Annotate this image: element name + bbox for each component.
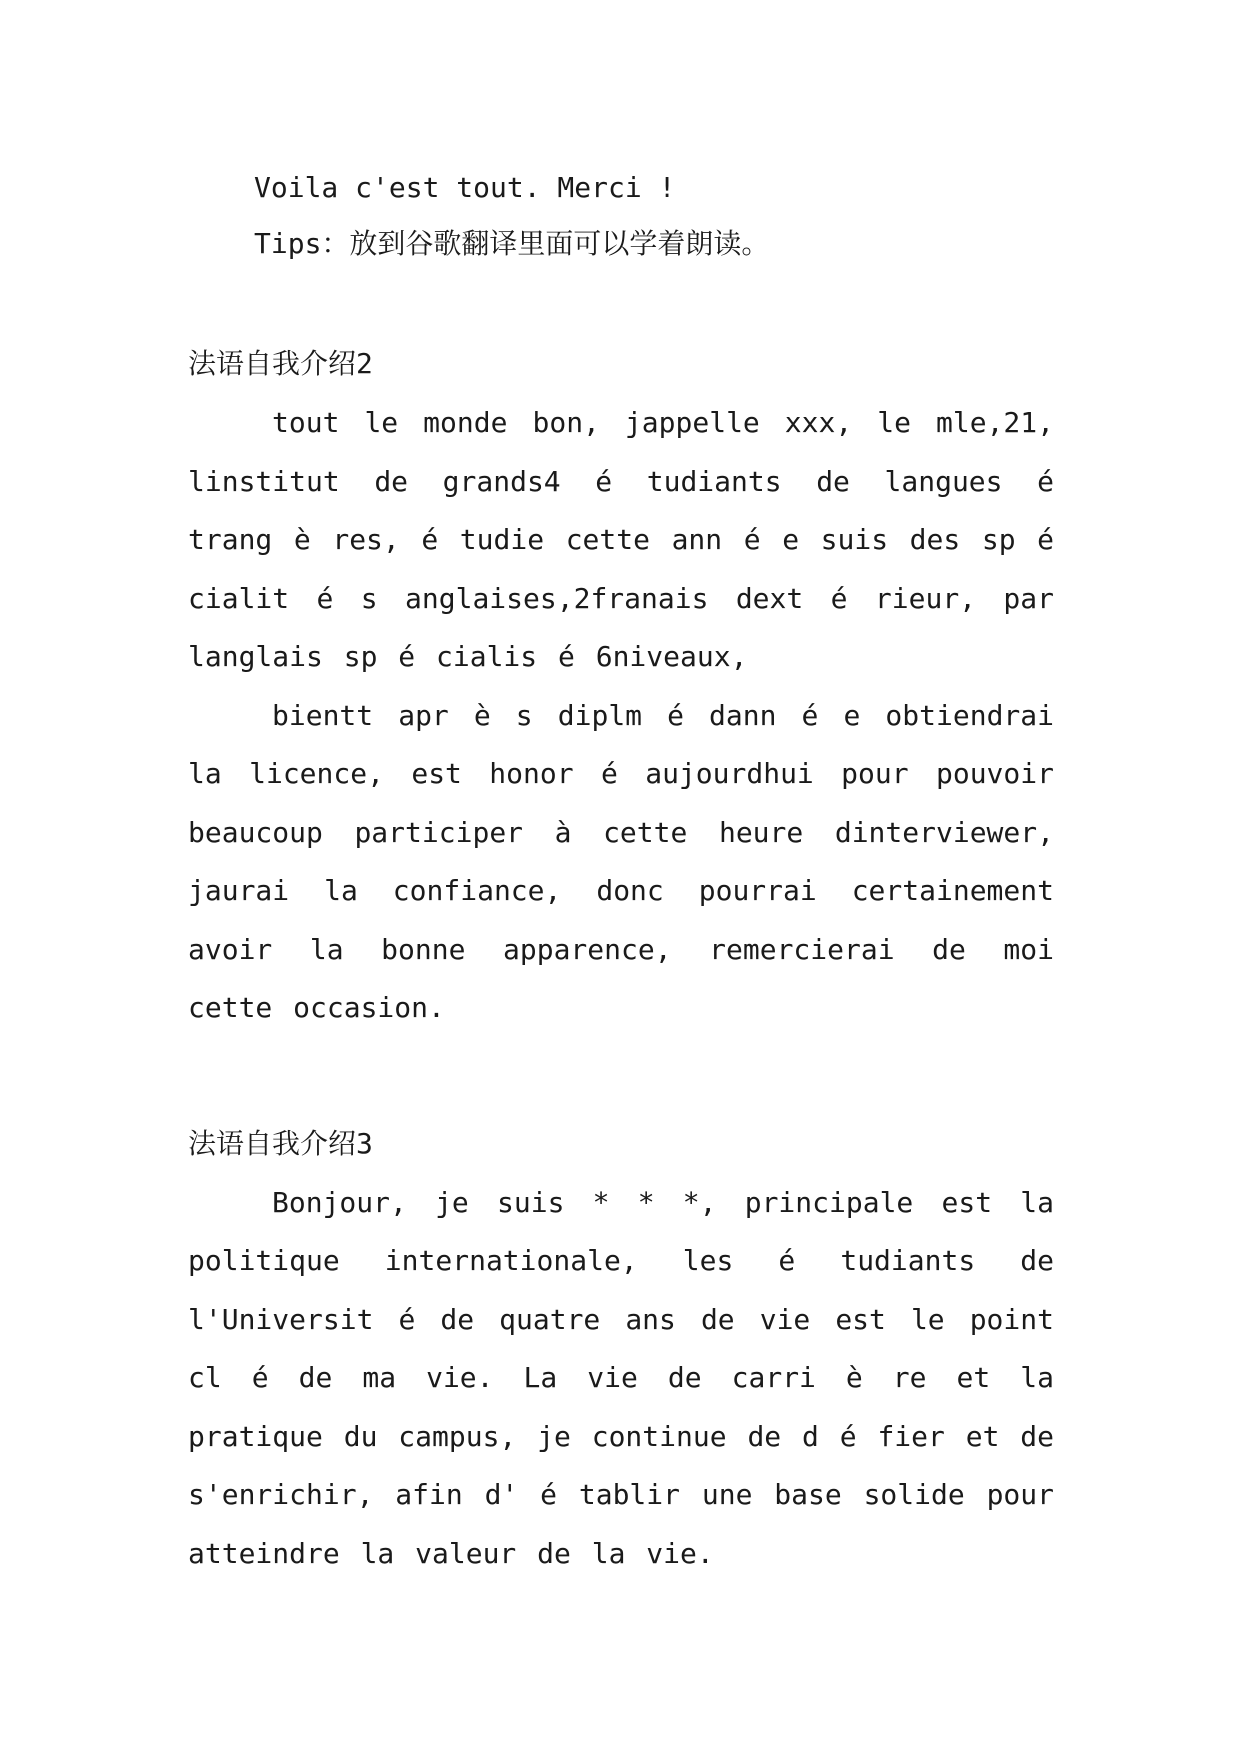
section-2-paragraph-1: tout le monde bon, jappelle xxx, le mle,21, linstitut de grands4 é tudiants de langues é trang è res, é tudie cette ann é e suis des sp é cialit é s anglaises,2franais dext é rieur, par langlais sp é cialis é 6niveaux, (188, 406, 1054, 673)
closing-line: Voila c'est tout. Merci ! (254, 171, 676, 204)
section-3-paragraph-1: Bonjour, je suis * * *, principale est la politique internationale, les é tudiants de l'Universit é de quatre ans de vie est le point cl é de ma vie. La vie de carri è re et la pratique du campus, je continue de d é fier et de s'enrichir, afin d' é tablir une base solide pour atteindre la valeur de la vie. (188, 1185, 1055, 1570)
section-3-heading: 法语自我介绍3 (188, 1126, 373, 1160)
document-body (188, 160, 1054, 1583)
section-2-heading: 法语自我介绍2 (188, 347, 373, 380)
section-2-paragraph-2: bientt apr è s diplm é dann é e obtiendrai la licence, est honor é aujourdhui pour pouvoir beaucoup participer à cette heure dinterviewer, jaurai la confiance, donc pourrai certainement avoir la bonne apparence, remercierai de moi cette occasion. (188, 698, 1054, 1024)
tips-line: Tips：放到谷歌翻译里面可以学着朗读。 (254, 227, 770, 260)
section-gap (188, 272, 1054, 336)
section-gap (188, 1038, 1054, 1116)
